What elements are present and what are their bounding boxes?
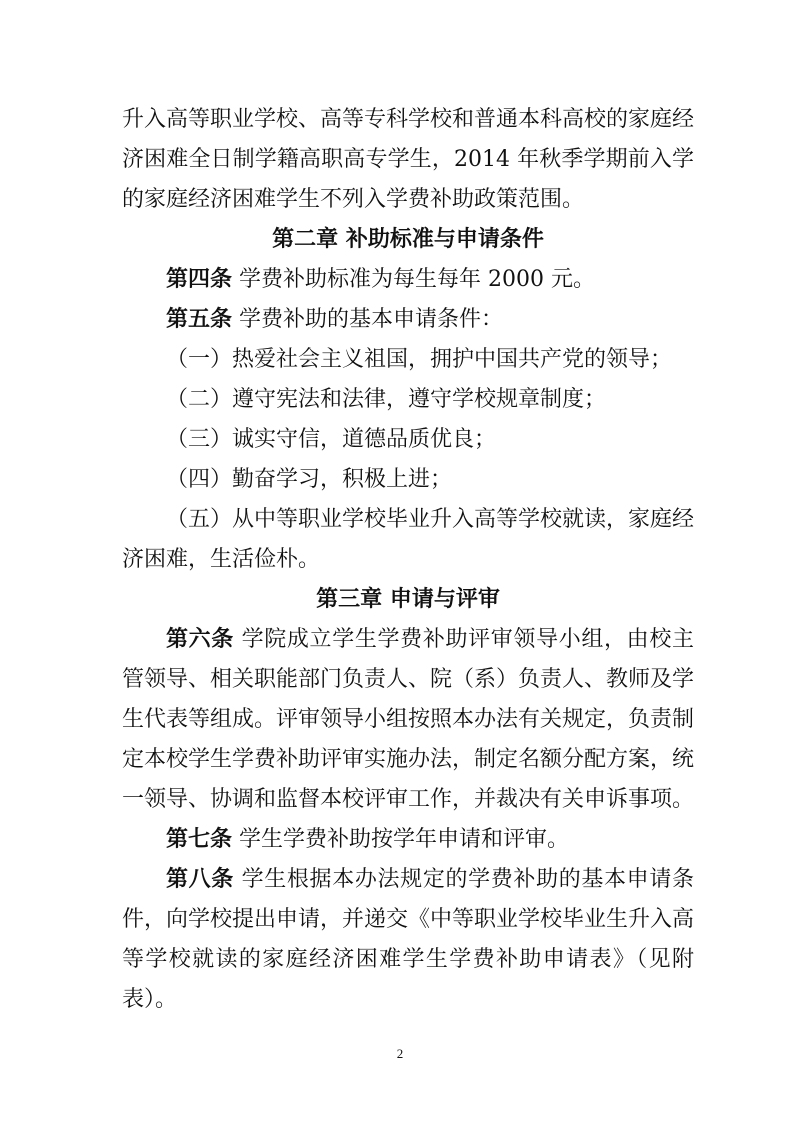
article-5-label: 第五条 <box>166 307 233 332</box>
article-8-text: 学生根据本办法规定的学费补助的基本申请条件，向学校提出申请，并递交《中等职业学校毕业生升入高等学校就读的家庭经济困难学生学费补助申请表》（见附表）。 <box>122 867 695 1012</box>
article-5-text: 学费补助的基本申请条件： <box>239 307 504 332</box>
continued-paragraph: 升入高等职业学校、高等专科学校和普通本科高校的家庭经济困难全日制学籍高职高专学生，2014 年秋季学期前入学的家庭经济困难学生不列入学费补助政策范围。 <box>122 107 695 212</box>
article-6 <box>122 620 694 820</box>
article-7-text: 学生学费补助按学年申请和评审。 <box>239 827 570 852</box>
article-4 <box>122 260 694 300</box>
condition-item-5: （五）从中等职业学校毕业升入高等学校就读，家庭经济困难，生活俭朴。 <box>122 507 695 572</box>
page-number: 2 <box>396 1046 404 1061</box>
article-5 <box>122 300 694 340</box>
chapter-3-title: 第三章 申请与评审 <box>316 587 500 612</box>
article-4-label: 第四条 <box>166 267 233 292</box>
article-6-text: 学院成立学生学费补助评审领导小组，由校主管领导、相关职能部门负责人、院（系）负责人、教师及学生代表等组成。评审领导小组按照本办法有关规定，负责制定本校学生学费补助评审实施办法，制定名额分配方案，统一领导、协调和监督本校评审工作，并裁决有关申诉事项。 <box>122 627 695 812</box>
article-6-label: 第六条 <box>166 627 234 652</box>
chapter-2-title: 第二章 补助标准与申请条件 <box>272 227 544 252</box>
article-8 <box>122 860 694 1020</box>
article-4-text: 学费补助标准为每生每年 2000 元。 <box>239 267 595 292</box>
document-body <box>122 100 694 1020</box>
condition-item-2: （二）遵守宪法和法律，遵守学校规章制度； <box>166 387 607 412</box>
condition-item-4: （四）勤奋学习，积极上进； <box>166 467 453 492</box>
article-7-label: 第七条 <box>166 827 233 852</box>
article-7 <box>122 820 694 860</box>
condition-item-1: （一）热爱社会主义祖国，拥护中国共产党的领导； <box>166 347 673 372</box>
article-8-label: 第八条 <box>166 867 234 892</box>
condition-item-3: （三）诚实守信，道德品质优良； <box>166 427 497 452</box>
